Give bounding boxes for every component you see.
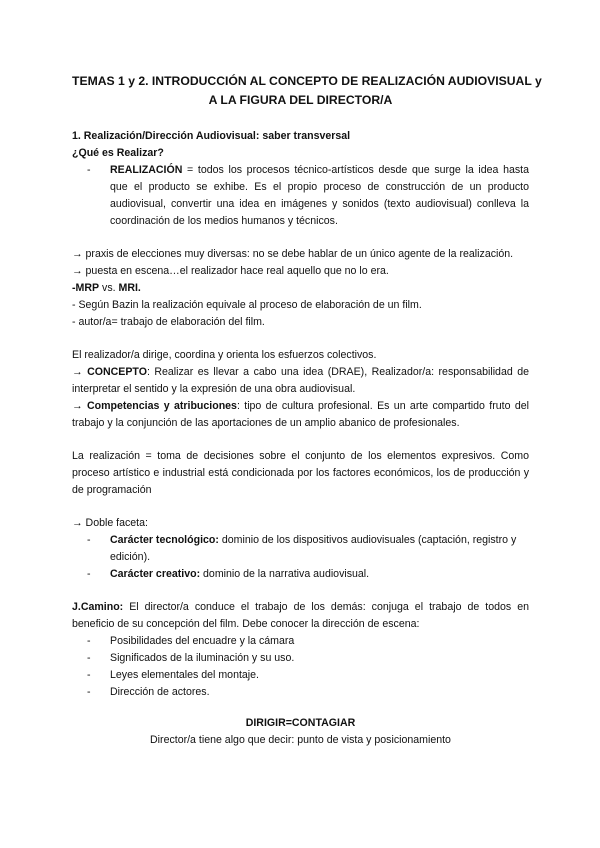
closing-heading: DIRIGIR=CONTAGIAR (245, 717, 356, 729)
autor-line: - autor/a= trabajo de elaboración del film. (72, 316, 265, 328)
concepto-paragraph: → CONCEPTO: Realizar es llevar a cabo una idea (DRAE), Realizador/a: responsabilidad de interpretar el sentido y la expresión de una obra audiovisual. (72, 366, 530, 395)
question-heading: ¿Qué es Realizar? (72, 147, 164, 159)
page-title (72, 72, 542, 110)
faceta-text: Carácter creativo: dominio de la narrativa audiovisual. (110, 568, 370, 580)
dash-marker: - (87, 686, 91, 698)
definition-text: REALIZACIÓN = todos los procesos técnico-artísticos desde que surge la idea hasta que el producto se exhibe. Es el propio proceso de construcción de un producto audiovisual, convertir una idea en imágenes y sonidos (texto audiovisual) conlleva la coordinación de los medios humanos y técnicos. (110, 164, 529, 227)
competencias-paragraph: → Competencias y atribuciones: tipo de cultura profesional. Es un arte compartido fruto del trabajo y la conjunción de las aportaciones de un amplio abanico de profesionales. (72, 400, 529, 429)
list-item: - Significados de la iluminación y su uso. (72, 650, 529, 667)
closing-text: Director/a tiene algo que decir: punto de vista y posicionamiento (150, 734, 451, 746)
faceta-item-tecnologico (72, 532, 529, 566)
list-item: - Dirección de actores. (72, 684, 529, 701)
faceta-text: Carácter tecnológico: dominio de los dispositivos audiovisuales (captación, registro y edición). (110, 534, 517, 563)
faceta-intro: → Doble faceta: (72, 517, 148, 529)
title-line-1: TEMAS 1 y 2. INTRODUCCIÓN AL CONCEPTO DE REALIZACIÓN AUDIOVISUAL y (72, 74, 542, 88)
faceta-item-creativo (72, 566, 529, 583)
dash-marker: - (87, 534, 91, 546)
mrp-mri-line: -MRP vs. MRI. (72, 282, 141, 294)
title-line-2: A LA FIGURA DEL DIRECTOR/A (208, 93, 393, 107)
arrow-line-puesta: → puesta en escena…el realizador hace real aquello que no lo era. (72, 265, 389, 277)
decisiones-paragraph: La realización = toma de decisiones sobre el conjunto de los elementos expresivos. Como proceso artístico e industrial está condicionada por los factores económicos, los de producción y de programación (72, 450, 529, 496)
definition-item (72, 162, 529, 230)
dash-marker: - (87, 652, 91, 664)
list-item: - Leyes elementales del montaje. (72, 667, 529, 684)
arrow-line-praxis: → praxis de elecciones muy diversas: no se debe hablar de un único agente de la realización. (72, 248, 514, 260)
bazin-line: - Según Bazin la realización equivale al proceso de elaboración de un film. (72, 299, 422, 311)
dash-marker: - (87, 669, 91, 681)
dash-marker: - (87, 568, 91, 580)
camino-paragraph: J.Camino: El director/a conduce el trabajo de los demás: conjuga el trabajo de todos en beneficio de su concepción del film. Debe conocer la dirección de escena: (72, 601, 529, 630)
section-heading: 1. Realización/Dirección Audiovisual: saber transversal (72, 130, 351, 142)
dash-marker: - (87, 635, 91, 647)
dash-marker: - (87, 164, 91, 176)
list-item: - Posibilidades del encuadre y la cámara (72, 633, 529, 650)
realizador-intro: El realizador/a dirige, coordina y orienta los esfuerzos colectivos. (72, 349, 377, 361)
